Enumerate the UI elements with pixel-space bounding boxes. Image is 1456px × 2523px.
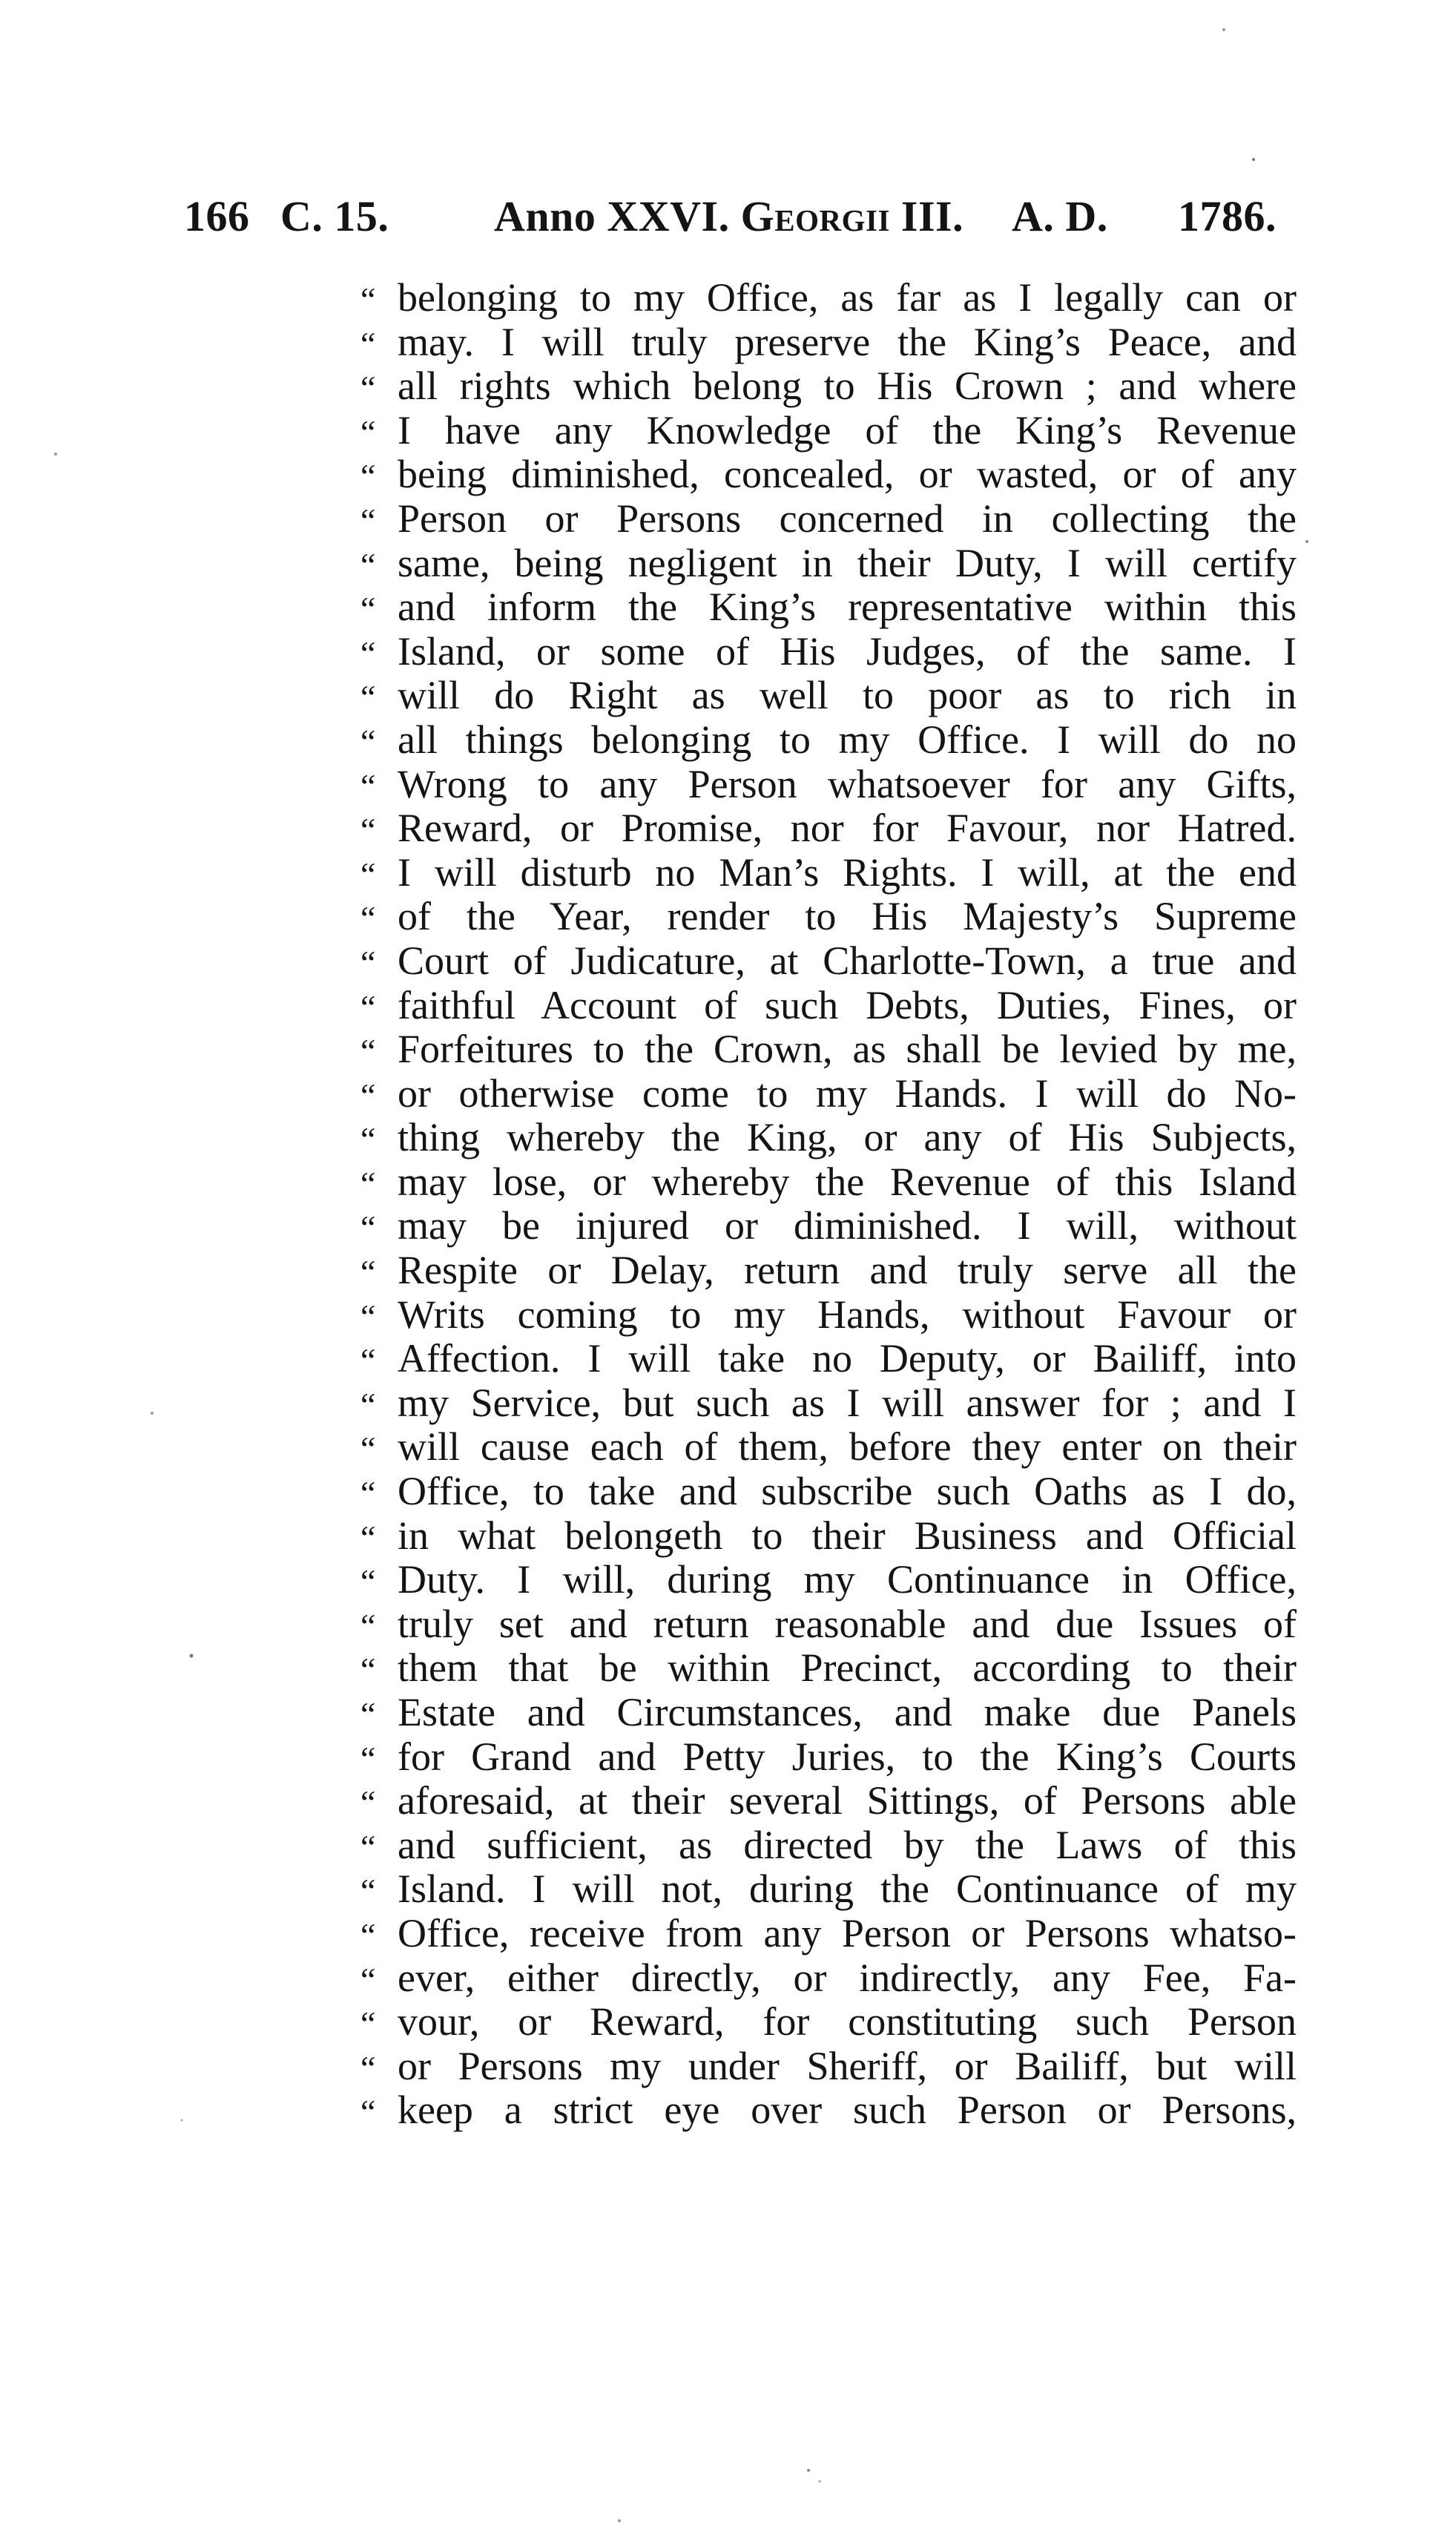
page-number: 166 bbox=[184, 192, 250, 240]
text-line bbox=[360, 1823, 1297, 1868]
quotation-mark: “ bbox=[360, 369, 376, 407]
line-text: ever, either directly, or indirectly, any Fee, Fa- bbox=[398, 1955, 1297, 2000]
quotation-mark: “ bbox=[360, 1827, 376, 1866]
quotation-mark: “ bbox=[360, 1562, 376, 1601]
quotation-mark: “ bbox=[360, 457, 376, 496]
text-line bbox=[360, 542, 1297, 586]
year: 1786. bbox=[1178, 192, 1277, 240]
quotation-mark: “ bbox=[360, 590, 376, 628]
text-line bbox=[360, 1381, 1297, 1426]
quotation-mark: “ bbox=[360, 2004, 376, 2043]
line-text: aforesaid, at their several Sittings, of Persons able bbox=[398, 1779, 1297, 1823]
regnal-anno: Anno XXVI. bbox=[494, 192, 730, 240]
line-text: or Persons my under Sheriff, or Bailiff, but will bbox=[398, 2044, 1297, 2088]
line-text: for Grand and Petty Juries, to the King’s Courts bbox=[398, 1734, 1297, 1779]
regnal-year bbox=[494, 187, 963, 246]
quotation-mark: “ bbox=[360, 943, 376, 981]
quotation-mark: “ bbox=[360, 1385, 376, 1424]
quotation-mark: “ bbox=[360, 1518, 376, 1556]
line-text: I have any Knowledge of the King’s Revenue bbox=[398, 408, 1297, 453]
line-text: all things belonging to my Office. I will do no bbox=[398, 717, 1297, 762]
quotation-mark: “ bbox=[360, 324, 376, 363]
line-text: may be injured or diminished. I will, without bbox=[398, 1204, 1297, 1249]
quotation-mark: “ bbox=[360, 1872, 376, 1910]
line-text: Person or Persons concerned in collecting the bbox=[398, 496, 1297, 541]
quotation-mark: “ bbox=[360, 678, 376, 717]
text-line bbox=[360, 1558, 1297, 1602]
text-line bbox=[360, 364, 1297, 409]
regnal-numeral: III. bbox=[900, 192, 964, 240]
quotation-mark: “ bbox=[360, 855, 376, 893]
quotation-mark: “ bbox=[360, 2093, 376, 2131]
quotation-mark: “ bbox=[360, 1695, 376, 1733]
line-text: being diminished, concealed, or wasted, or of any bbox=[398, 453, 1297, 497]
text-line bbox=[360, 585, 1297, 630]
line-text: Island, or some of His Judges, of the same. I bbox=[398, 629, 1297, 674]
line-text: Forfeitures to the Crown, as shall be levied by me, bbox=[398, 1027, 1297, 1072]
running-head bbox=[184, 187, 1294, 246]
line-text: or otherwise come to my Hands. I will do No- bbox=[398, 1071, 1297, 1116]
quotation-mark: “ bbox=[360, 899, 376, 938]
quotation-mark: “ bbox=[360, 634, 376, 672]
quotation-mark: “ bbox=[360, 1208, 376, 1247]
text-line bbox=[360, 1867, 1297, 1912]
line-text: them that be within Precinct, according to their bbox=[398, 1646, 1297, 1691]
quotation-mark: “ bbox=[360, 1120, 376, 1159]
text-line bbox=[360, 276, 1297, 320]
quotation-mark: “ bbox=[360, 1651, 376, 1689]
text-line bbox=[360, 1470, 1297, 1514]
text-line bbox=[360, 763, 1297, 807]
quotation-mark: “ bbox=[360, 412, 376, 451]
quotation-mark: “ bbox=[360, 1341, 376, 1380]
text-line bbox=[360, 497, 1297, 542]
quotation-mark: “ bbox=[360, 1915, 376, 1954]
text-line bbox=[360, 1646, 1297, 1691]
text-line bbox=[360, 806, 1297, 851]
line-text: I will disturb no Man’s Rights. I will, at the end bbox=[398, 850, 1297, 895]
quotation-mark: “ bbox=[360, 1606, 376, 1645]
text-line bbox=[360, 1691, 1297, 1735]
text-line bbox=[360, 984, 1297, 1028]
regnal-king: Georgii bbox=[740, 192, 890, 240]
quotation-mark: “ bbox=[360, 811, 376, 849]
line-text: truly set and return reasonable and due Issues of bbox=[398, 1602, 1297, 1646]
line-text: may. I will truly preserve the King’s Peace, and bbox=[398, 320, 1297, 364]
text-line bbox=[360, 1293, 1297, 1338]
quotation-mark: “ bbox=[360, 501, 376, 539]
line-text: and inform the King’s representative within this bbox=[398, 585, 1297, 630]
line-text: may lose, or whereby the Revenue of this Island bbox=[398, 1159, 1297, 1204]
line-text: Island. I will not, during the Continuance of my bbox=[398, 1867, 1297, 1912]
quotation-mark: “ bbox=[360, 1430, 376, 1468]
text-line bbox=[360, 1779, 1297, 1823]
chapter-reference: C. 15. bbox=[280, 192, 389, 240]
text-line bbox=[360, 1337, 1297, 1381]
line-text: of the Year, render to His Majesty’s Supreme bbox=[398, 895, 1297, 939]
line-text: in what belongeth to their Business and Official bbox=[398, 1513, 1297, 1558]
quotation-mark: “ bbox=[360, 1032, 376, 1070]
text-line bbox=[360, 630, 1297, 674]
text-line bbox=[360, 718, 1297, 763]
line-text: Respite or Delay, return and truly serve all the bbox=[398, 1249, 1297, 1293]
quotation-mark: “ bbox=[360, 2048, 376, 2087]
text-line bbox=[360, 939, 1297, 984]
text-line bbox=[360, 320, 1297, 365]
quotation-mark: “ bbox=[360, 722, 376, 760]
line-text: thing whereby the King, or any of His Subjects, bbox=[398, 1116, 1297, 1160]
quotation-mark: “ bbox=[360, 1253, 376, 1292]
text-line bbox=[360, 674, 1297, 718]
quotation-mark: “ bbox=[360, 280, 376, 318]
line-text: Court of Judicature, at Charlotte-Town, a true and bbox=[398, 938, 1297, 983]
line-text: Affection. I will take no Deputy, or Bailiff, into bbox=[398, 1337, 1297, 1381]
line-text: vour, or Reward, for constituting such Person bbox=[398, 2000, 1297, 2045]
oath-text bbox=[360, 276, 1297, 2133]
text-line bbox=[360, 1425, 1297, 1470]
line-text: faithful Account of such Debts, Duties, Fines, or bbox=[398, 983, 1297, 1027]
text-line bbox=[360, 1116, 1297, 1160]
line-text: belonging to my Office, as far as I legally can or bbox=[398, 276, 1297, 320]
text-line bbox=[360, 1602, 1297, 1647]
line-text: Estate and Circumstances, and make due Panels bbox=[398, 1691, 1297, 1734]
line-text: will cause each of them, before they enter on their bbox=[398, 1425, 1297, 1470]
text-line bbox=[360, 2088, 1297, 2133]
text-line bbox=[360, 1735, 1297, 1780]
line-text: my Service, but such as I will answer for ; and I bbox=[398, 1381, 1297, 1425]
text-line bbox=[360, 1160, 1297, 1205]
text-line bbox=[360, 1072, 1297, 1116]
line-text: Office, to take and subscribe such Oaths as I do, bbox=[398, 1470, 1297, 1514]
line-text: Reward, or Promise, nor for Favour, nor Hatred. bbox=[398, 806, 1297, 851]
text-line bbox=[360, 1027, 1297, 1072]
text-line bbox=[360, 2000, 1297, 2045]
text-line bbox=[360, 1204, 1297, 1249]
quotation-mark: “ bbox=[360, 545, 376, 584]
quotation-mark: “ bbox=[360, 1474, 376, 1513]
quotation-mark: “ bbox=[360, 1297, 376, 1335]
text-line bbox=[360, 453, 1297, 497]
quotation-mark: “ bbox=[360, 987, 376, 1026]
quotation-mark: “ bbox=[360, 1739, 376, 1777]
text-line bbox=[360, 1912, 1297, 1956]
line-text: Duty. I will, during my Continuance in Office, bbox=[398, 1558, 1297, 1602]
quotation-mark: “ bbox=[360, 766, 376, 805]
quotation-mark: “ bbox=[360, 1783, 376, 1822]
line-text: keep a strict eye over such Person or Persons, bbox=[398, 2088, 1297, 2133]
anno-domini-label: A. D. bbox=[1012, 192, 1108, 240]
line-text: Office, receive from any Person or Persons whatso- bbox=[398, 1911, 1297, 1955]
line-text: Wrong to any Person whatsoever for any Gifts, bbox=[398, 762, 1297, 806]
line-text: will do Right as well to poor as to rich in bbox=[398, 674, 1297, 718]
quotation-mark: “ bbox=[360, 1076, 376, 1114]
text-line bbox=[360, 851, 1297, 895]
text-line bbox=[360, 2045, 1297, 2089]
text-line bbox=[360, 1514, 1297, 1559]
line-text: all rights which belong to His Crown ; and where bbox=[398, 364, 1297, 409]
line-text: and sufficient, as directed by the Laws of this bbox=[398, 1823, 1297, 1867]
line-text: same, being negligent in their Duty, I will certify bbox=[398, 541, 1297, 585]
text-line bbox=[360, 1249, 1297, 1293]
text-line bbox=[360, 409, 1297, 453]
text-line bbox=[360, 895, 1297, 939]
quotation-mark: “ bbox=[360, 1164, 376, 1203]
quotation-mark: “ bbox=[360, 1960, 376, 1999]
text-line bbox=[360, 1956, 1297, 2001]
line-text: Writs coming to my Hands, without Favour or bbox=[398, 1292, 1297, 1337]
